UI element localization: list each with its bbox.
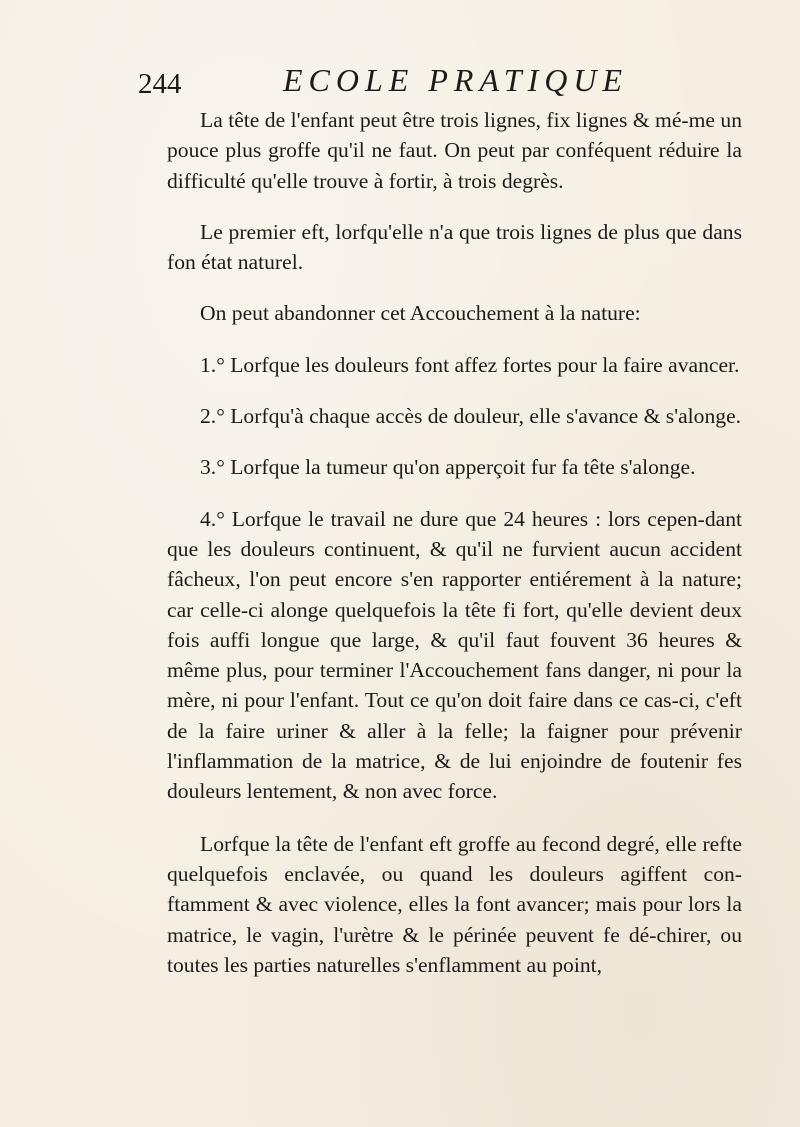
paragraph-8: Lorfque la tête de l'enfant eft groffe au fecond degré, elle refte quelquefois enclavée, ou quand les douleurs agiffent con-ftamment & avec violence, elles la font avancer; mais pour lors la matrice, le vagin, l'urètre & le périnée peuvent fe dé-chirer, ou toutes les parties naturelles s'enflamment au point, — [167, 831, 742, 977]
list-item-4: 4.° Lorfque le travail ne dure que 24 heures : lors cepen-dant que les douleurs continuent, & qu'il ne furvient aucun accident fâcheux, l'on peut encore s'en rapporter entiérement à la nature; car celle-ci alonge quelquefois la tête fi fort, qu'elle devient deux fois auffi longue que large, & qu'il faut fouvent 36 heures & même plus, pour terminer l'Accouchement fans danger, ni pour la mère, ni pour l'enfant. Tout ce qu'on doit faire dans ce cas-ci, c'eft de la faire uriner & aller à la felle; la faigner pour prévenir l'inflammation de la matrice, & de lui enjoindre de foutenir fes douleurs lentement, & non avec force. — [167, 506, 742, 804]
list-item-3: 3.° Lorfque la tumeur qu'on apperçoit fur fa tête s'alonge. — [200, 455, 696, 480]
running-head — [138, 62, 738, 102]
list-item-1: 1.° Lorfque les douleurs font affez fortes pour la faire avancer. — [200, 352, 740, 377]
body-text — [167, 105, 742, 1001]
paragraph-2: Le premier eft, lorfqu'elle n'a que trois lignes de plus que dans fon état naturel. — [167, 219, 742, 275]
list-item-2: 2.° Lorfqu'à chaque accès de douleur, elle s'avance & s'alonge. — [200, 404, 742, 429]
paragraph-1: La tête de l'enfant peut être trois lignes, fix lignes & mé-me un pouce plus groffe qu'il ne faut. On peut par conféquent réduire la difficulté qu'elle trouve à fortir, à trois degrès. — [167, 108, 742, 193]
running-title: ECOLE PRATIQUE — [283, 62, 629, 98]
page-number: 244 — [138, 68, 182, 100]
paragraph-3: On peut abandonner cet Accouchement à la nature: — [200, 301, 641, 326]
